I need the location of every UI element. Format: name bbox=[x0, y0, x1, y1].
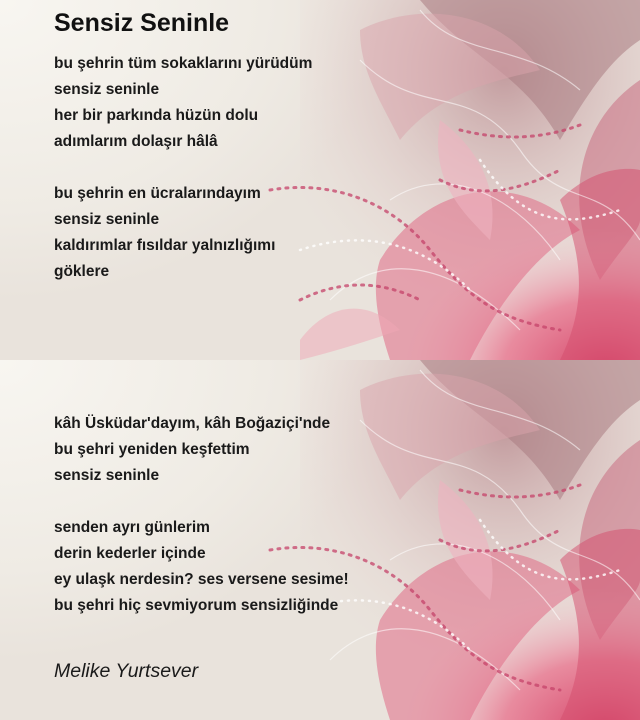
poem-line: sensiz seninle bbox=[54, 467, 160, 484]
poem-line: bu şehri hiç sevmiyorum sensizliğinde bbox=[54, 597, 339, 614]
poem-line: bu şehrin en ücralarındayım bbox=[54, 185, 261, 202]
poem-title: Sensiz Seninle bbox=[54, 9, 230, 37]
poem-line: derin kederler içinde bbox=[54, 545, 206, 562]
poem-line: sensiz seninle bbox=[54, 211, 160, 228]
poem-line: bu şehri yeniden keşfettim bbox=[54, 441, 250, 458]
poem-stanza-1 bbox=[54, 51, 312, 155]
poem-stanza-3 bbox=[54, 411, 330, 489]
poem-line: ey ulaşk nerdesin? ses versene sesime! bbox=[54, 571, 349, 588]
poem-line: senden ayrı günlerim bbox=[54, 519, 210, 536]
poem-stanza-4 bbox=[54, 515, 349, 619]
poem-line: göklere bbox=[54, 263, 110, 280]
poem-line: kaldırımlar fısıldar yalnızlığımı bbox=[54, 237, 276, 254]
poem-line: kâh Üsküdar'dayım, kâh Boğaziçi'nde bbox=[54, 415, 331, 432]
poem-author: Melike Yurtsever bbox=[54, 660, 199, 682]
poem-line: sensiz seninle bbox=[54, 81, 160, 98]
poem-line: her bir parkında hüzün dolu bbox=[54, 107, 259, 124]
poem-stanza-2 bbox=[54, 181, 275, 285]
poem-line: bu şehrin tüm sokaklarını yürüdüm bbox=[54, 55, 313, 72]
poem-line: adımlarım dolaşır hâlâ bbox=[54, 133, 218, 150]
